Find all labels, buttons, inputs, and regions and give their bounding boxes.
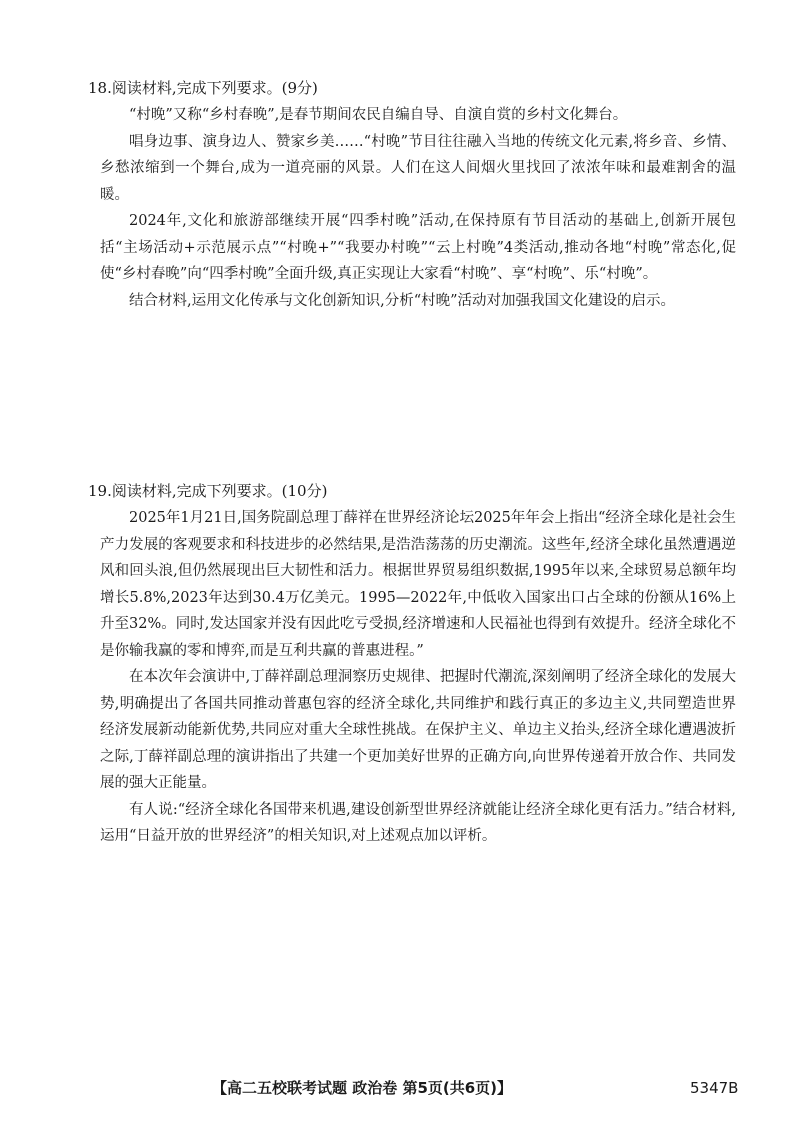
question-18-paragraph-3: 2024年,文化和旅游部继续开展“四季村晚”活动,在保持原有节目活动的基础上,创新开展包括“主场活动+示范展示点”“村晚+”“我要办村晚”“云上村晚”4类活动,推动各地“村晚”常态化,促使“乡村春晚”向“四季村晚”全面升级,真正实现让大家看“村晚”、享“村晚”、乐“村晚”。 <box>100 213 736 282</box>
question-18-prompt: 结合材料,运用文化传承与文化创新知识,分析“村晚”活动对加强我国文化建设的启示。 <box>129 292 676 309</box>
question-18 <box>88 78 738 314</box>
question-18-paragraph-1: “村晚”又称“乡村春晚”,是春节期间农民自编自导、自演自赏的乡村文化舞台。 <box>129 107 628 123</box>
footer-exam-info: 【高二五校联考试题 政治卷 第5页(共6页)】 <box>212 1079 513 1097</box>
question-19-title: 19.阅读材料,完成下列要求。(10分) <box>88 482 328 500</box>
question-19-paragraph-2: 在本次年会演讲中,丁薛祥副总理洞察历史规律、把握时代潮流,深刻阐明了经济全球化的发展大势,明确提出了各国共同推动普惠包容的经济全球化,共同维护和践行真正的多边主义,共同塑造世界经济发展新动能新优势,共同应对重大全球性挑战。在保护主义、单边主义抬头,经济全球化遭遇波折之际,丁薛祥副总理的演讲指出了共建一个更加美好世界的正确方向,向世界传递着开放合作、共同发展的强大正能量。 <box>100 669 736 791</box>
question-19-paragraph-1: 2025年1月21日,国务院副总理丁薛祥在世界经济论坛2025年年会上指出“经济全球化是社会生产力发展的客观要求和科技进步的必然结果,是浩浩荡荡的历史潮流。这些年,经济全球化虽然遭遇逆风和回头浪,但仍然展现出巨大韧性和活力。根据世界贸易组织数据,1995年以来,全球贸易总额年均增长5.8%,2023年达到30.4万亿美元。1995—2022年,中低收入国家出口占全球的份额从16%上升至32%。同时,发达国家并没有因此吃亏受损,经济增速和人民福祉也得到有效提升。经济全球化不是你输我赢的零和博弈,而是互利共赢的普惠进程。” <box>100 510 736 659</box>
question-18-paragraph-2: 唱身边事、演身边人、赞家乡美……“村晚”节目往往融入当地的传统文化元素,将乡音、乡情、乡愁浓缩到一个舞台,成为一道亮丽的风景。人们在这人间烟火里找回了浓浓年味和最难割舍的温暖。 <box>100 133 736 203</box>
page-footer <box>0 1076 800 1100</box>
footer-paper-code: 5347B <box>690 1079 739 1097</box>
question-19 <box>88 481 738 850</box>
question-18-title: 18.阅读材料,完成下列要求。(9分) <box>88 79 318 97</box>
question-19-prompt: 有人说:“经济全球化各国带来机遇,建设创新型世界经济就能让经济全球化更有活力。”结合材料,运用“日益开放的世界经济”的相关知识,对上述观点加以评析。 <box>100 801 736 844</box>
